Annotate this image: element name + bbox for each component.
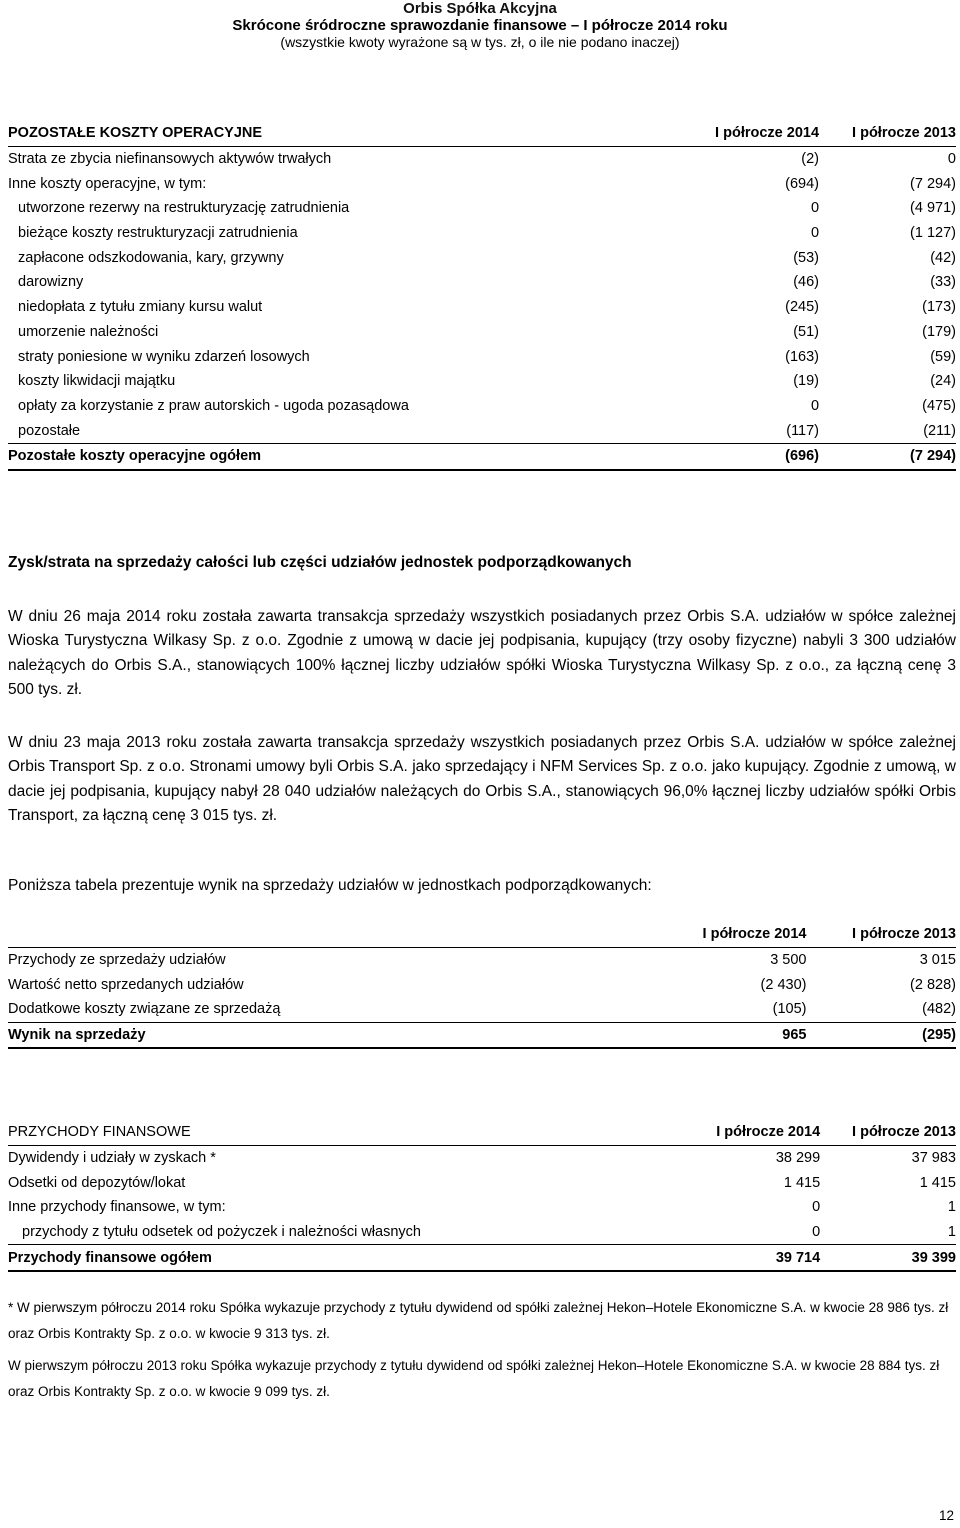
- value-2014: (46): [793, 274, 820, 291]
- table-row: [8, 221, 956, 246]
- value-2014: (19): [793, 373, 820, 390]
- column-header-2014: I półrocze 2014: [280, 922, 806, 947]
- value-2013: 0: [947, 151, 956, 168]
- value-2014: (694): [785, 175, 820, 192]
- page-number: 12: [938, 1508, 954, 1523]
- paragraph-2014-sale: W dniu 26 maja 2014 roku została zawarta transakcja sprzedaży wszystkich posiadanych przez Orbis S.A. udziałów w spółce zależnej Wioska Turystyczna Wilkasy Sp. z o.o. Zgodnie z umową w dacie jej podpisania, kupujący (trzy osoby fizyczne) nabyli 3 300 udziałów należących do Orbis S.A., stanowiących 100% łącznej liczby udziałów spółki Wioska Turystyczna Wilkasy Sp. z o.o., za łączną cenę 3 500 tys. zł.: [8, 608, 956, 699]
- value-2013: (7 294): [910, 175, 956, 192]
- row-label: darowizny: [18, 274, 84, 291]
- value-2014: (53): [793, 249, 820, 266]
- company-name: Orbis Spółka Akcyjna: [403, 0, 557, 17]
- total-2013: (295): [807, 1022, 957, 1048]
- row-label: zapłacone odszkodowania, kary, grzywny: [18, 249, 284, 266]
- value-2013: (2 828): [910, 976, 956, 993]
- total-label: Pozostałe koszty operacyjne ogółem: [8, 443, 409, 469]
- value-2014: 0: [810, 200, 820, 217]
- value-2014: 1 415: [783, 1174, 821, 1191]
- value-2014: 0: [810, 397, 820, 414]
- row-label: Odsetki od depozytów/lokat: [8, 1174, 186, 1191]
- total-2014: 965: [280, 1022, 806, 1048]
- value-2013: (33): [930, 274, 956, 291]
- table-row: [8, 196, 956, 221]
- table-row: [8, 418, 956, 443]
- page-header: [0, 0, 960, 51]
- table-total-row: [8, 1022, 956, 1048]
- row-label: Wartość netto sprzedanych udziałów: [8, 976, 244, 993]
- value-2013: 1: [947, 1199, 956, 1216]
- value-2014: (105): [772, 1001, 807, 1018]
- value-2013: (42): [930, 249, 956, 266]
- financial-income-table: [8, 1120, 956, 1272]
- value-2014: (163): [785, 348, 820, 365]
- value-2014: (245): [785, 299, 820, 316]
- sale-result-table: [8, 922, 956, 1049]
- value-2013: (475): [922, 397, 956, 414]
- row-label: niedopłata z tytułu zmiany kursu walut: [18, 299, 263, 316]
- amounts-note: (wszystkie kwoty wyrażone są w tys. zł, o ile nie podano inaczej): [280, 34, 680, 50]
- other-operating-costs-table: [8, 121, 956, 471]
- value-2014: 0: [812, 1224, 821, 1241]
- table-header-row: [8, 1120, 956, 1145]
- table-intro-text: Poniższa tabela prezentuje wynik na sprzedaży udziałów w jednostkach podporządkowanych:: [8, 877, 652, 894]
- value-2014: (2): [801, 151, 820, 168]
- row-label: koszty likwidacji majątku: [18, 373, 176, 390]
- row-label: pozostałe: [18, 422, 81, 439]
- value-2013: (173): [922, 299, 956, 316]
- table-row: [8, 972, 956, 997]
- section-heading: Zysk/strata na sprzedaży całości lub części udziałów jednostek podporządkowanych: [8, 554, 632, 571]
- table-title: POZOSTAŁE KOSZTY OPERACYJNE: [8, 121, 409, 146]
- table-title: [8, 922, 280, 947]
- value-2014: (117): [786, 422, 820, 439]
- row-label: umorzenie należności: [18, 323, 159, 340]
- value-2013: 1: [947, 1224, 956, 1241]
- total-2014: 39 714: [421, 1245, 820, 1271]
- table-header-row: [8, 121, 956, 146]
- table-row: [8, 295, 956, 320]
- total-label: Przychody finansowe ogółem: [8, 1245, 421, 1271]
- footnote-2013: W pierwszym półroczu 2013 roku Spółka wykazuje przychody z tytułu dywidend od spółki zależnej Hekon–Hotele Ekonomiczne S.A. w kwocie 28 884 tys. zł oraz Orbis Kontrakty Sp. z o.o. w kwocie 9 099 tys. zł.: [8, 1358, 940, 1399]
- table-row: [8, 1220, 956, 1245]
- value-2013: (211): [923, 422, 956, 439]
- row-label: Inne koszty operacyjne, w tym:: [8, 175, 207, 192]
- total-2014: (696): [409, 443, 819, 469]
- row-label: opłaty za korzystanie z praw autorskich - ugoda pozasądowa: [18, 397, 409, 414]
- footnote-2014: * W pierwszym półroczu 2014 roku Spółka wykazuje przychody z tytułu dywidend od spółki zależnej Hekon–Hotele Ekonomiczne S.A. w kwocie 28 986 tys. zł oraz Orbis Kontrakty Sp. z o.o. w kwocie 9 313 tys. zł.: [8, 1300, 949, 1341]
- paragraph-2013-sale: W dniu 23 maja 2013 roku została zawarta transakcja sprzedaży wszystkich posiadanych przez Orbis S.A. udziałów w spółce zależnej Orbis Transport Sp. z o.o. Stronami umowy byli Orbis S.A. jako sprzedający i NFM Services Sp. z o.o. jako kupujący. Zgodnie z umową, w dacie jej podpisania, kupujący nabył 28 040 udziałów należących do Orbis S.A., stanowiących 96,0% łącznej liczby udziałów spółki Orbis Transport, za łączną cenę 3 015 tys. zł.: [8, 734, 956, 825]
- column-header-2014: I półrocze 2014: [421, 1120, 820, 1145]
- value-2013: 3 015: [919, 952, 956, 969]
- report-title: Skrócone śródroczne sprawozdanie finansowe – I półrocze 2014 roku: [232, 17, 728, 34]
- column-header-2013: I półrocze 2013: [820, 1120, 956, 1145]
- table-row: [8, 320, 956, 345]
- value-2014: 3 500: [770, 952, 807, 969]
- row-label: Strata ze zbycia niefinansowych aktywów trwałych: [8, 151, 332, 168]
- value-2013: (1 127): [910, 225, 956, 242]
- table-row: [8, 146, 956, 171]
- table-row: [8, 270, 956, 295]
- table-row: [8, 1145, 956, 1170]
- table-row: [8, 1170, 956, 1195]
- column-header-2014: I półrocze 2014: [409, 121, 819, 146]
- value-2014: 0: [812, 1199, 821, 1216]
- value-2013: 1 415: [919, 1174, 956, 1191]
- row-label: Przychody ze sprzedaży udziałów: [8, 952, 226, 969]
- value-2013: (24): [930, 373, 956, 390]
- table-title: PRZYCHODY FINANSOWE: [8, 1120, 421, 1145]
- total-2013: 39 399: [820, 1245, 956, 1271]
- table-total-row: [8, 1245, 956, 1271]
- value-2014: 38 299: [775, 1150, 821, 1167]
- table-header-row: [8, 922, 956, 947]
- value-2013: (4 971): [910, 200, 956, 217]
- table-row: [8, 369, 956, 394]
- row-label: utworzone rezerwy na restrukturyzację zatrudnienia: [18, 200, 350, 217]
- value-2013: (482): [922, 1001, 956, 1018]
- row-label: straty poniesione w wyniku zdarzeń losowych: [18, 348, 310, 365]
- table-row: [8, 394, 956, 419]
- table-row: [8, 344, 956, 369]
- table-row: [8, 245, 956, 270]
- value-2013: (179): [922, 323, 956, 340]
- column-header-2013: I półrocze 2013: [819, 121, 956, 146]
- row-label: Dodatkowe koszty związane ze sprzedażą: [8, 1001, 281, 1018]
- row-label: bieżące koszty restrukturyzacji zatrudnienia: [18, 225, 298, 242]
- value-2014: (2 430): [760, 976, 807, 993]
- value-2014: (51): [793, 323, 820, 340]
- row-label: Dywidendy i udziały w zyskach *: [8, 1150, 216, 1167]
- table-row: [8, 171, 956, 196]
- value-2014: 0: [810, 225, 820, 242]
- table-row: [8, 947, 956, 972]
- total-label: Wynik na sprzedaży: [8, 1022, 280, 1048]
- row-label: Inne przychody finansowe, w tym:: [8, 1199, 226, 1216]
- value-2013: 37 983: [911, 1150, 956, 1167]
- total-2013: (7 294): [819, 443, 956, 469]
- row-label: przychody z tytułu odsetek od pożyczek i należności własnych: [22, 1224, 421, 1241]
- column-header-2013: I półrocze 2013: [807, 922, 957, 947]
- value-2013: (59): [930, 348, 956, 365]
- table-total-row: [8, 443, 956, 469]
- table-row: [8, 1195, 956, 1220]
- table-row: [8, 997, 956, 1022]
